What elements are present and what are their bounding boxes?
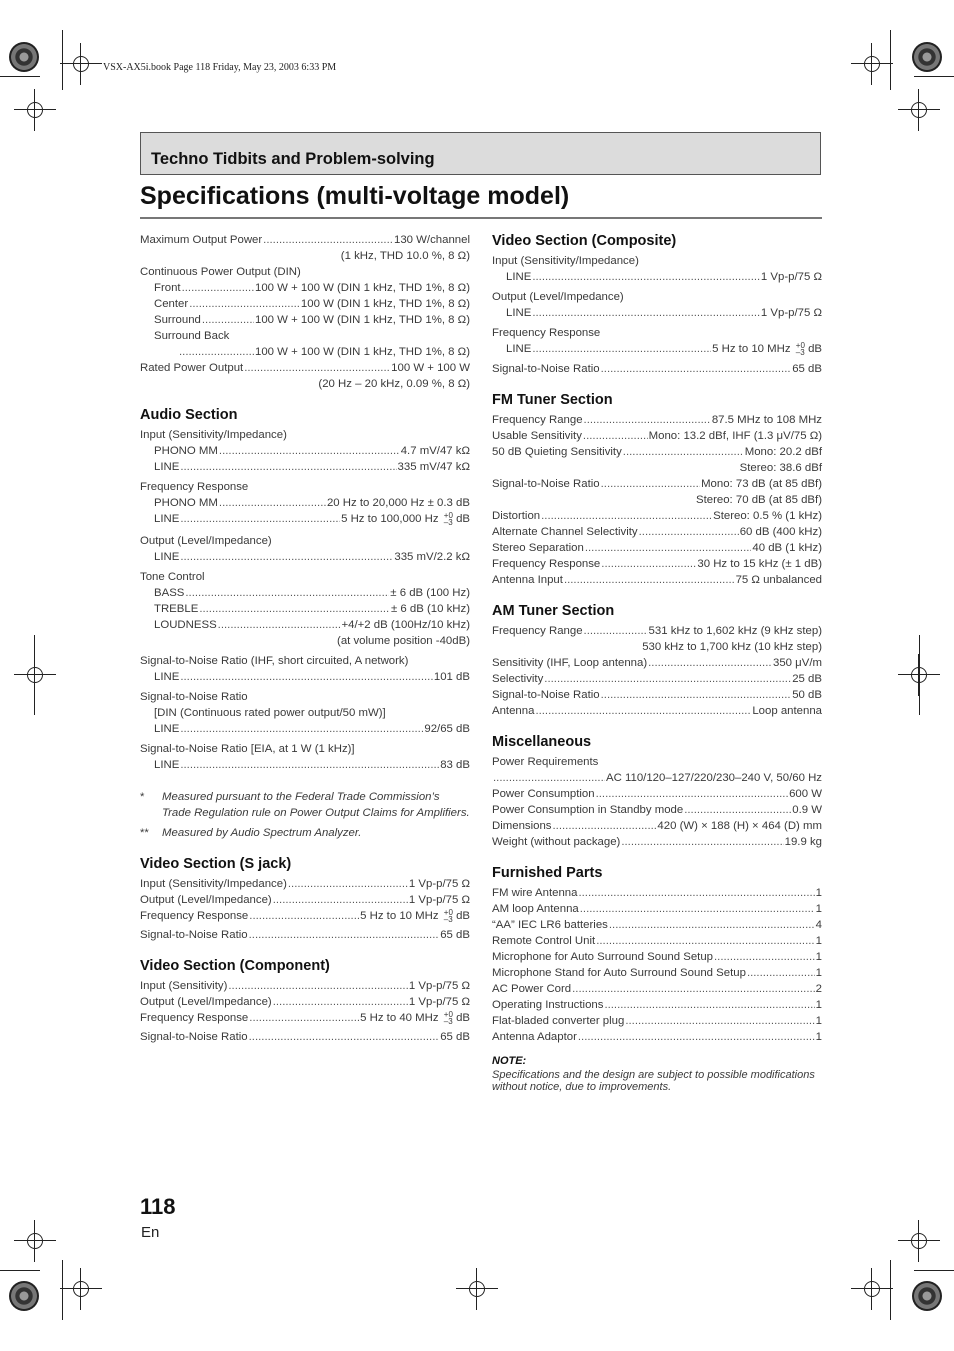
crop-mark bbox=[0, 1270, 40, 1271]
spec-row: Input (Sensitivity) ..... 1 Vp-p/75 Ω bbox=[140, 978, 470, 994]
spec-group-label: Output (Level/Impedance) bbox=[492, 291, 624, 303]
video-sjack-section-title: Video Section (S jack) bbox=[140, 856, 292, 872]
spec-row: Selectivity ..... 25 dB bbox=[492, 671, 822, 687]
spec-row: Alternate Channel Selectivity ..... 60 dB (400 kHz) bbox=[492, 524, 822, 540]
crop-mark bbox=[914, 76, 954, 77]
spec-group-label: Frequency Response bbox=[140, 481, 249, 493]
spec-row: Usable Sensitivity ..... Mono: 13.2 dBf, IHF (1.3 μV/75 Ω) bbox=[492, 428, 822, 444]
spec-row: LINE ..... 1 Vp-p/75 Ω bbox=[492, 269, 822, 285]
spec-row: PHONO MM ..... 4.7 mV/47 kΩ bbox=[140, 443, 470, 459]
spec-row: LINE ..... 101 dB bbox=[140, 669, 470, 685]
spec-row: LOUDNESS ..... +4/+2 dB (100Hz/10 kHz) bbox=[140, 617, 470, 633]
list-item: AM loop Antenna ..... 1 bbox=[492, 901, 822, 917]
spec-group-label: Tone Control bbox=[140, 571, 205, 583]
spec-group-label: Input (Sensitivity/Impedance) bbox=[492, 255, 639, 267]
spec-row: Front ..... 100 W + 100 W (DIN 1 kHz, THD 1%, 8 Ω) bbox=[140, 280, 470, 296]
list-item: Microphone Stand for Auto Surround Sound Setup ..... 1 bbox=[492, 965, 822, 981]
list-item: “AA” IEC LR6 batteries ..... 4 bbox=[492, 917, 822, 933]
section-header-bar bbox=[140, 132, 821, 175]
crop-mark bbox=[919, 635, 920, 715]
crosshair-icon bbox=[462, 1274, 492, 1304]
page-number: 118 bbox=[140, 1194, 176, 1219]
spec-row: LINE ..... 335 mV/47 kΩ bbox=[140, 459, 470, 475]
spec-condition: (20 Hz – 20 kHz, 0.09 %, 8 Ω) bbox=[318, 378, 470, 390]
spec-row: TREBLE ..... ± 6 dB (10 kHz) bbox=[140, 601, 470, 617]
spec-row: Sensitivity (IHF, Loop antenna) ..... 350 μV/m bbox=[492, 655, 822, 671]
spec-row: Maximum Output Power ..... 130 W/channel bbox=[140, 232, 470, 248]
print-header: VSX-AX5i.book Page 118 Friday, May 23, 2003 6:33 PM bbox=[103, 62, 337, 73]
crosshair-icon bbox=[20, 1226, 50, 1256]
spec-row: Output (Level/Impedance) ..... 1 Vp-p/75 Ω bbox=[140, 994, 470, 1010]
page-title: Specifications (multi-voltage model) bbox=[140, 182, 570, 210]
spec-row: Power Consumption in Standby mode ..... 0.9 W bbox=[492, 802, 822, 818]
spec-group-label: Signal-to-Noise Ratio bbox=[140, 691, 248, 703]
spec-row: Signal-to-Noise Ratio ..... 50 dB bbox=[492, 687, 822, 703]
list-item: Operating Instructions ..... 1 bbox=[492, 997, 822, 1013]
registration-disc-icon bbox=[9, 42, 39, 72]
registration-disc-icon bbox=[9, 1281, 39, 1311]
spec-group-label: Signal-to-Noise Ratio [EIA, at 1 W (1 kHz)] bbox=[140, 743, 355, 755]
spec-group-label: Output (Level/Impedance) bbox=[140, 535, 272, 547]
spec-row: Surround ..... 100 W + 100 W (DIN 1 kHz, THD 1%, 8 Ω) bbox=[140, 312, 470, 328]
spec-label: Surround Back bbox=[154, 330, 230, 342]
page-language: En bbox=[141, 1224, 160, 1241]
spec-condition: [DIN (Continuous rated power output/50 mW)] bbox=[154, 707, 386, 719]
parts-list bbox=[492, 885, 822, 1045]
note-text: Specifications and the design are subject to possible modifications without notice, due to improvements. bbox=[492, 1069, 815, 1093]
spec-row: LINE ..... 5 Hz to 100,000 Hz +0 –3 dB bbox=[140, 511, 470, 529]
crop-mark bbox=[62, 30, 63, 90]
spec-row: LINE ..... 1 Vp-p/75 Ω bbox=[492, 305, 822, 321]
spec-row: LINE ..... 83 dB bbox=[140, 757, 470, 773]
right-column bbox=[492, 232, 822, 1093]
title-divider bbox=[140, 217, 822, 219]
spec-row: Signal-to-Noise Ratio ..... 65 dB bbox=[140, 927, 470, 943]
fm-tuner-section-title: FM Tuner Section bbox=[492, 392, 613, 408]
crop-mark bbox=[34, 635, 35, 715]
spec-row: Distortion ..... Stereo: 0.5 % (1 kHz) bbox=[492, 508, 822, 524]
crosshair-icon bbox=[20, 660, 50, 690]
section-title: Techno Tidbits and Problem-solving bbox=[151, 150, 435, 168]
spec-row: Frequency Response ..... 5 Hz to 10 MHz +0 –3 dB bbox=[140, 908, 470, 927]
crop-mark bbox=[914, 1270, 954, 1271]
spec-row: ..... 100 W + 100 W (DIN 1 kHz, THD 1%, 8 Ω) bbox=[140, 344, 470, 360]
spec-row: ..... AC 110/120–127/220/230–240 V, 50/60 Hz bbox=[492, 770, 822, 786]
spec-condition: (1 kHz, THD 10.0 %, 8 Ω) bbox=[340, 250, 470, 262]
spec-row: LINE ..... 5 Hz to 10 MHz +0 –3 dB bbox=[492, 341, 822, 361]
note-title: NOTE: bbox=[492, 1055, 527, 1067]
video-component-section-title: Video Section (Component) bbox=[140, 958, 330, 974]
spec-value: Stereo: 70 dB (at 85 dBf) bbox=[695, 494, 822, 506]
spec-group-label: Continuous Power Output (DIN) bbox=[140, 266, 301, 278]
footnote: ** Measured by Audio Spectrum Analyzer. bbox=[140, 827, 362, 839]
audio-section-title: Audio Section bbox=[140, 407, 238, 423]
spec-row: PHONO MM ..... 20 Hz to 20,000 Hz ± 0.3 dB bbox=[140, 495, 470, 511]
spec-row: Signal-to-Noise Ratio ..... Mono: 73 dB (at 85 dBf) bbox=[492, 476, 822, 492]
list-item: Flat-bladed converter plug ..... 1 bbox=[492, 1013, 822, 1029]
crosshair-icon bbox=[66, 49, 96, 79]
spec-value: Stereo: 38.6 dBf bbox=[739, 462, 822, 474]
crosshair-icon bbox=[66, 1274, 96, 1304]
crosshair-icon bbox=[857, 49, 887, 79]
list-item: FM wire Antenna ..... 1 bbox=[492, 885, 822, 901]
furnished-parts-section-title: Furnished Parts bbox=[492, 865, 603, 881]
spec-row: Frequency Response ..... 30 Hz to 15 kHz (± 1 dB) bbox=[492, 556, 822, 572]
spec-row: Center ..... 100 W (DIN 1 kHz, THD 1%, 8 Ω) bbox=[140, 296, 470, 312]
spec-row: Stereo Separation ..... 40 dB (1 kHz) bbox=[492, 540, 822, 556]
spec-row: Output (Level/Impedance) ..... 1 Vp-p/75 Ω bbox=[140, 892, 470, 908]
spec-row: Antenna ..... Loop antenna bbox=[492, 703, 822, 719]
spec-row: Power Consumption ..... 600 W bbox=[492, 786, 822, 802]
miscellaneous-section-title: Miscellaneous bbox=[492, 734, 592, 750]
spec-group-label: Power Requirements bbox=[492, 756, 599, 768]
video-composite-section-title: Video Section (Composite) bbox=[492, 233, 677, 249]
list-item: Antenna Adaptor ..... 1 bbox=[492, 1029, 822, 1045]
list-item: AC Power Cord ..... 2 bbox=[492, 981, 822, 997]
spec-row: Antenna Input ..... 75 Ω unbalanced bbox=[492, 572, 822, 588]
spec-row: 50 dB Quieting Sensitivity ..... Mono: 20.2 dBf bbox=[492, 444, 822, 460]
spec-row: Rated Power Output ..... 100 W + 100 W bbox=[140, 360, 470, 376]
list-item: Remote Control Unit ..... 1 bbox=[492, 933, 822, 949]
left-column bbox=[140, 232, 470, 1045]
spec-row: Dimensions ..... 420 (W) × 188 (H) × 464 (D) mm bbox=[492, 818, 822, 834]
spec-row: Signal-to-Noise Ratio ..... 65 dB bbox=[140, 1029, 470, 1045]
crop-mark bbox=[0, 76, 40, 77]
spec-row: Weight (without package) ..... 19.9 kg bbox=[492, 834, 822, 850]
spec-row: Frequency Range ..... 531 kHz to 1,602 kHz (9 kHz step) bbox=[492, 623, 822, 639]
spec-group-label: Frequency Response bbox=[492, 327, 601, 339]
spec-group-label: Input (Sensitivity/Impedance) bbox=[140, 429, 287, 441]
registration-disc-icon bbox=[912, 42, 942, 72]
crop-mark bbox=[62, 1260, 63, 1320]
am-tuner-section-title: AM Tuner Section bbox=[492, 603, 615, 619]
spec-row: LINE ..... 335 mV/2.2 kΩ bbox=[140, 549, 470, 565]
spec-value: 530 kHz to 1,700 kHz (10 kHz step) bbox=[642, 641, 822, 653]
crop-mark bbox=[890, 1260, 891, 1320]
spec-row: LINE ..... 92/65 dB bbox=[140, 721, 470, 737]
spec-condition: (at volume position -40dB) bbox=[337, 635, 470, 647]
spec-row: Frequency Response ..... 5 Hz to 40 MHz +0 –3 dB bbox=[140, 1010, 470, 1029]
crosshair-icon bbox=[904, 95, 934, 125]
spec-group-label: Signal-to-Noise Ratio (IHF, short circuited, A network) bbox=[140, 655, 409, 667]
list-item: Microphone for Auto Surround Sound Setup ..... 1 bbox=[492, 949, 822, 965]
registration-disc-icon bbox=[912, 1281, 942, 1311]
crosshair-icon bbox=[904, 1226, 934, 1256]
spec-row: Input (Sensitivity/Impedance) ..... 1 Vp-p/75 Ω bbox=[140, 876, 470, 892]
spec-row: Signal-to-Noise Ratio ..... 65 dB bbox=[492, 361, 822, 377]
spec-row: Frequency Range ..... 87.5 MHz to 108 MHz bbox=[492, 412, 822, 428]
crosshair-icon bbox=[857, 1274, 887, 1304]
crop-mark bbox=[890, 30, 891, 90]
spec-row: BASS ..... ± 6 dB (100 Hz) bbox=[140, 585, 470, 601]
tolerance: +0 –3 bbox=[443, 511, 453, 527]
crosshair-icon bbox=[20, 95, 50, 125]
footnote: * Measured pursuant to the Federal Trade Commission’s Trade Regulation rule on Power Output Claims for Amplifiers. bbox=[140, 791, 470, 819]
